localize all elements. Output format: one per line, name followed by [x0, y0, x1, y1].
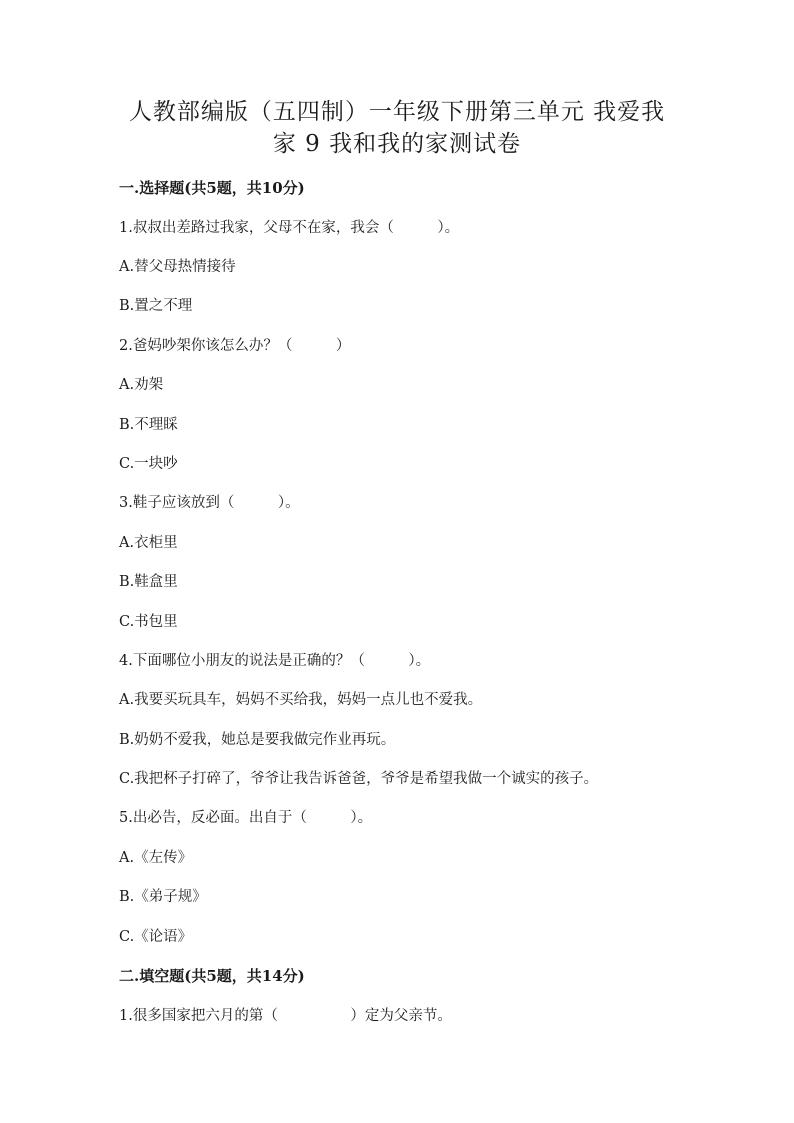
section-heading-fill-in-blank: 二.填空题(共5题，共14分) — [119, 967, 305, 985]
question-3-option-c: C.书包里 — [119, 614, 178, 630]
question-5-stem: 5.出必告，反必面。出自于（ ）。 — [119, 810, 373, 826]
question-2-option-c: C.一块吵 — [119, 456, 178, 472]
question-5-option-c: C.《论语》 — [119, 929, 193, 945]
question-3-option-b: B.鞋盒里 — [119, 574, 178, 590]
question-2-stem: 2.爸妈吵架你该怎么办？（ ） — [119, 338, 351, 354]
question-1-stem: 1.叔叔出差路过我家，父母不在家，我会（ ）。 — [119, 220, 460, 236]
question-1-option-b: B.置之不理 — [119, 298, 193, 314]
fill-question-1-stem: 1.很多国家把六月的第（ ）定为父亲节。 — [119, 1008, 452, 1024]
question-5-option-a: A.《左传》 — [119, 850, 193, 866]
question-4-stem: 4.下面哪位小朋友的说法是正确的？（ ）。 — [119, 653, 431, 669]
question-4-option-b: B.奶奶不爱我，她总是要我做完作业再玩。 — [119, 732, 396, 748]
question-4-option-a: A.我要买玩具车，妈妈不买给我，妈妈一点儿也不爱我。 — [119, 692, 483, 708]
question-3-stem: 3.鞋子应该放到（ ）。 — [119, 495, 300, 511]
question-4-option-c: C.我把杯子打碎了，爷爷让我告诉爸爸，爷爷是希望我做一个诚实的孩子。 — [119, 771, 599, 787]
document-title-line-1: 人教部编版（五四制）一年级下册第三单元 我爱我 — [128, 99, 666, 125]
question-2-option-a: A.劝架 — [119, 377, 164, 393]
section-heading-multiple-choice: 一.选择题(共5题，共10分) — [119, 179, 305, 197]
question-2-option-b: B.不理睬 — [119, 417, 178, 433]
question-3-option-a: A.衣柜里 — [119, 535, 178, 551]
document-title-line-2: 家 9 我和我的家测试卷 — [272, 131, 522, 157]
question-1-option-a: A.替父母热情接待 — [119, 259, 236, 275]
question-5-option-b: B.《弟子规》 — [119, 889, 207, 905]
